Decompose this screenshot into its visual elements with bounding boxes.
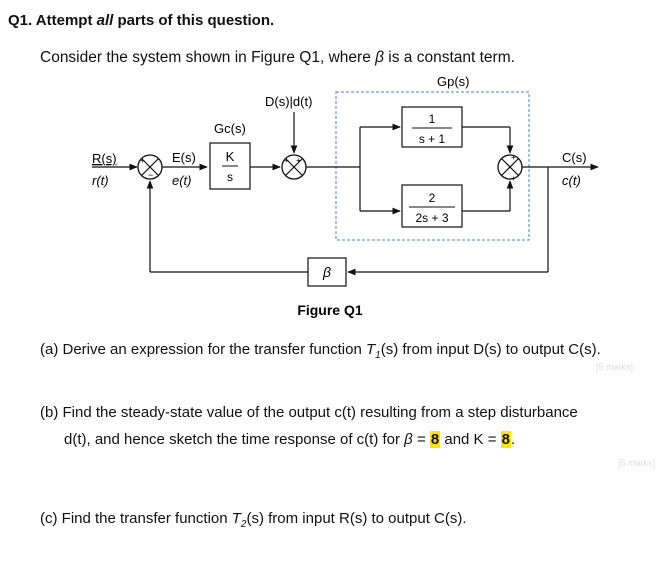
part-b-beta-eq: β =: [404, 431, 430, 448]
heading-emphasis: all: [96, 12, 114, 29]
error-E-label: E(s): [172, 150, 196, 165]
part-c-T: $T_2$: [231, 510, 247, 530]
output-c-label: c(t): [562, 173, 581, 188]
tf1-den: s + 1: [418, 132, 446, 146]
intro-beta: β: [375, 49, 384, 66]
part-a: (a) Derive an expression for the transfer function $T_1(s)$ from input D(s) to output C(s).: [40, 341, 601, 361]
figure-caption: Figure Q1: [297, 302, 363, 318]
faint-marks-b: [5 marks]: [618, 458, 656, 468]
disturbance-label: D(s)|d(t): [265, 94, 313, 109]
faint-marks-a: [5 marks]: [596, 362, 634, 372]
input-R-label: R(s): [92, 151, 117, 166]
tf2-den: 2s + 3: [415, 211, 449, 225]
part-a-T: $T_1$: [366, 341, 381, 361]
input-r-label: r(t): [92, 173, 109, 188]
beta-value-highlight: 8: [430, 431, 440, 448]
controller-label: Gc(s): [214, 121, 246, 136]
svg-text:+: +: [511, 153, 516, 162]
k-value-highlight: 8: [501, 431, 510, 448]
svg-text:+: +: [140, 156, 145, 165]
summing-junction-plant: [498, 153, 522, 183]
intro-text: Consider the system shown in Figure Q1, where β is a constant term.: [40, 49, 515, 66]
plant-label: Gp(s): [437, 74, 470, 89]
part-b-line1: (b) Find the steady-state value of the output c(t) resulting from a step disturbance: [40, 404, 578, 421]
svg-text:+: +: [296, 156, 301, 165]
part-b-line2: d(t), and hence sketch the time response of c(t) for β = 8 and K = 8.: [64, 431, 516, 448]
svg-text:+: +: [511, 174, 516, 183]
svg-text:+: +: [284, 156, 289, 165]
tf1-num: 1: [428, 112, 436, 126]
output-C-label: C(s): [562, 150, 587, 165]
question-heading: Q1. Attempt all parts of this question.: [8, 12, 275, 29]
svg-text:−: −: [148, 170, 154, 180]
tf2-num: 2: [428, 191, 436, 205]
error-e-label: e(t): [172, 173, 192, 188]
controller-num: K: [225, 149, 235, 164]
summing-junction-disturbance: [282, 155, 306, 179]
part-c: (c) Find the transfer function $T_2(s)$ from input R(s) to output C(s).: [40, 510, 467, 530]
controller-den: s: [227, 170, 233, 184]
summing-junction-error: [138, 155, 162, 180]
beta-symbol: β: [323, 264, 331, 280]
